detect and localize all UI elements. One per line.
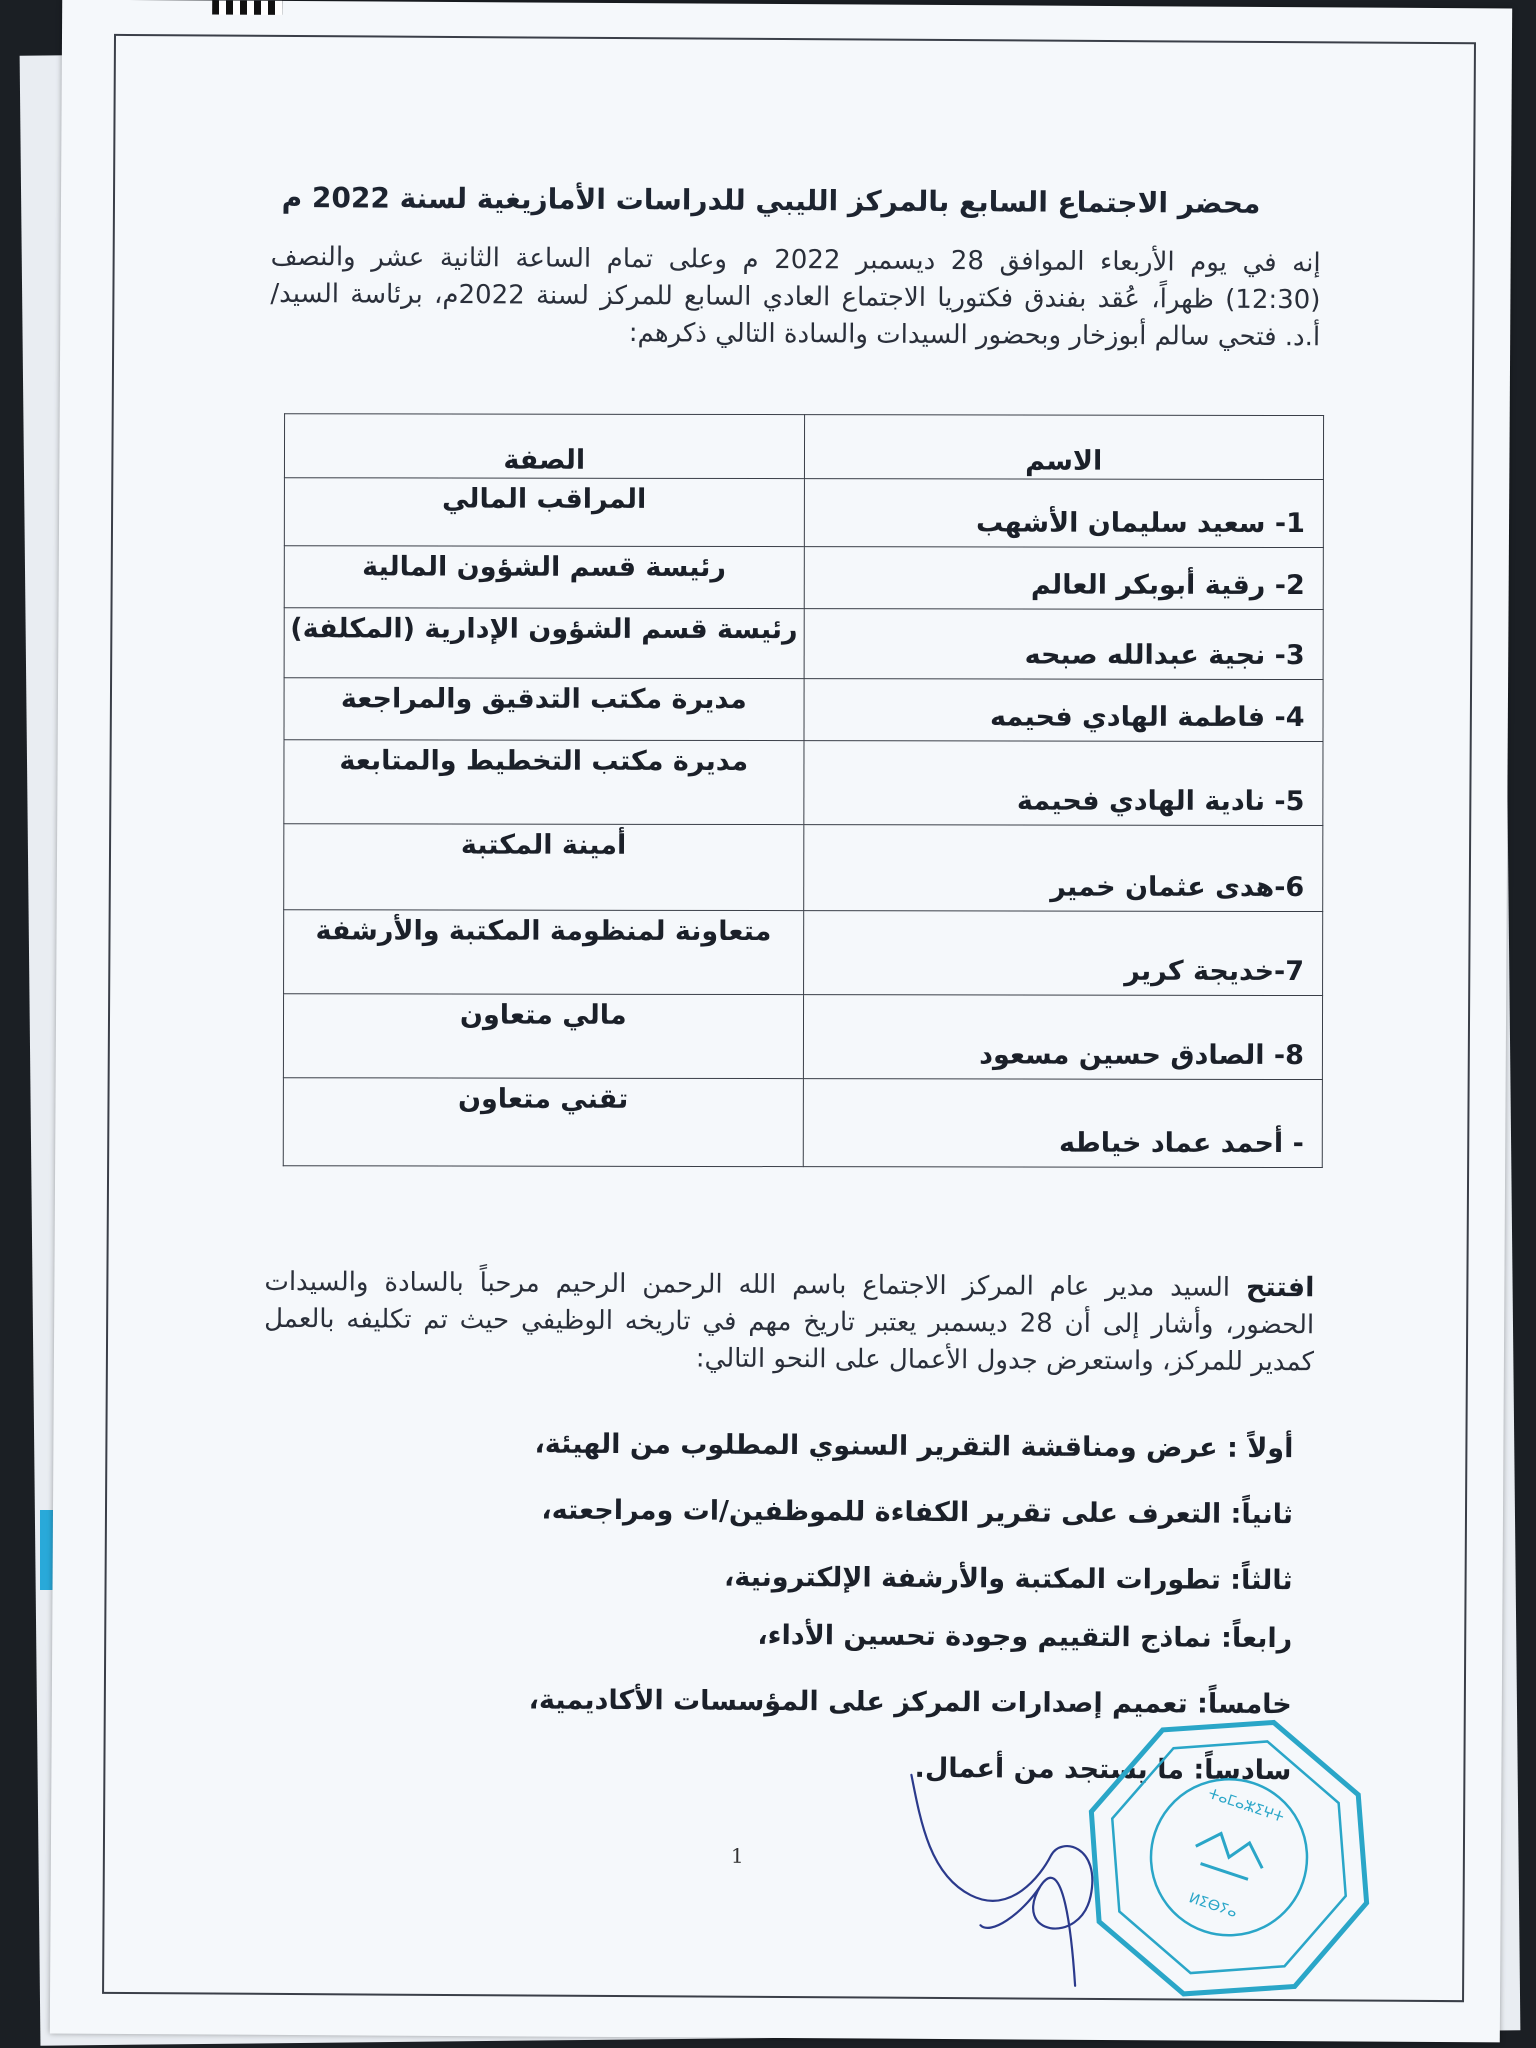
attendee-name: 6-هدى عثمان خمير: [803, 825, 1323, 912]
attendee-name: 1- سعيد سليمان الأشهب: [804, 479, 1324, 548]
document-title: محضر الاجتماع السابع بالمركز الليبي للدراسات الأمازيغية لسنة 2022 م: [281, 180, 1261, 220]
opening-text: السيد مدير عام المركز الاجتماع باسم الله الرحمن الرحيم مرحباً بالسادة والسيدات الحضور، وأشار إلى أن 28 ديسمبر يعتبر تاريخ مهم في تاريخه الوظيفي حيث تم تكليفه بالعمل كمدير للمركز، واستعرض جدول الأعمال على النحو التالي:: [264, 1266, 1315, 1378]
table-row: [284, 608, 1323, 680]
attendee-name: 8- الصادق حسين مسعود: [803, 995, 1323, 1080]
agenda-item-5: خامساً: تعميم إصدارات المركز على المؤسسات الأكاديمية،: [528, 1684, 1292, 1721]
attendee-name: - أحمد عماد خياطه: [803, 1079, 1323, 1168]
table-row: [283, 994, 1322, 1080]
attendee-name: 7-خديجة كرير: [803, 911, 1323, 996]
agenda-item-2: ثانياً: التعرف على تقرير الكفاءة للموظفين/ات ومراجعته،: [541, 1494, 1294, 1531]
table-row: [284, 824, 1323, 912]
attendee-name: 3- نجية عبدالله صبحه: [804, 609, 1324, 680]
attendee-role: رئيسة قسم الشؤون المالية: [284, 546, 804, 609]
agenda-item-4: رابعاً: نماذج التقييم وجودة تحسين الأداء،: [757, 1619, 1293, 1655]
table-row: [284, 740, 1323, 826]
table-header-row: [284, 414, 1323, 480]
attendee-role: المراقب المالي: [284, 478, 804, 547]
attendee-role: تقني متعاون: [283, 1078, 803, 1167]
table-row: [284, 678, 1323, 742]
agenda-item-1: أولاً : عرض ومناقشة التقرير السنوي المطلوب من الهيئة،: [534, 1428, 1294, 1465]
document-page: [50, 0, 1512, 2042]
attendee-role: مديرة مكتب التدقيق والمراجعة: [284, 678, 804, 741]
attendee-role: مديرة مكتب التخطيط والمتابعة: [284, 740, 804, 825]
table-row: [284, 910, 1323, 996]
official-stamp-icon: [1060, 1706, 1392, 2028]
attendee-name: 2- رقية أبوبكر العالم: [804, 547, 1324, 610]
column-header-name: الاسم: [804, 415, 1324, 480]
svg-text:ⵍⵉⴱⵢⴰ: ⵍⵉⴱⵢⴰ: [1186, 1890, 1240, 1922]
table-row: [284, 546, 1323, 610]
attendee-name: 4- فاطمة الهادي فحيمه: [803, 679, 1323, 742]
opening-paragraph: [264, 1263, 1315, 1381]
agenda-item-6: سادساً: ما يستجد من أعمال.: [914, 1752, 1292, 1787]
table-row: [283, 1078, 1322, 1168]
opening-lead-word: افتتح: [1245, 1271, 1315, 1304]
attendee-name: 5- نادية الهادي فحيمة: [803, 741, 1323, 826]
agenda-item-3: ثالثاً: تطورات المكتبة والأرشفة الإلكترونية،: [723, 1561, 1293, 1597]
attendee-role: متعاونة لمنظومة المكتبة والأرشفة: [284, 910, 804, 995]
page-number: 1: [730, 1843, 744, 1868]
attendee-role: أمينة المكتبة: [284, 824, 804, 911]
attendance-table: [283, 413, 1324, 1168]
intro-paragraph: إنه في يوم الأربعاء الموافق 28 ديسمبر 2022 م وعلى تمام الساعة الثانية عشر والنصف (12:30) ظهراً، عُقد بفندق فكتوريا الاجتماع العادي السابع للمركز لسنة 2022م، برئاسة السيد/ أ.د. فتحي سالم أبوزخار وبحضور السيدات والسادة التالي ذكرهم:: [270, 241, 1321, 353]
svg-text:ⵜⴰⵎⴰⵣⵉⵖⵜ: ⵜⴰⵎⴰⵣⵉⵖⵜ: [1206, 1786, 1286, 1826]
attendee-role: مالي متعاون: [283, 994, 803, 1079]
attendee-role: رئيسة قسم الشؤون الإدارية (المكلفة): [284, 608, 804, 679]
table-row: [284, 478, 1323, 548]
column-header-role: الصفة: [284, 414, 804, 479]
checker-pattern: [212, 1, 282, 15]
